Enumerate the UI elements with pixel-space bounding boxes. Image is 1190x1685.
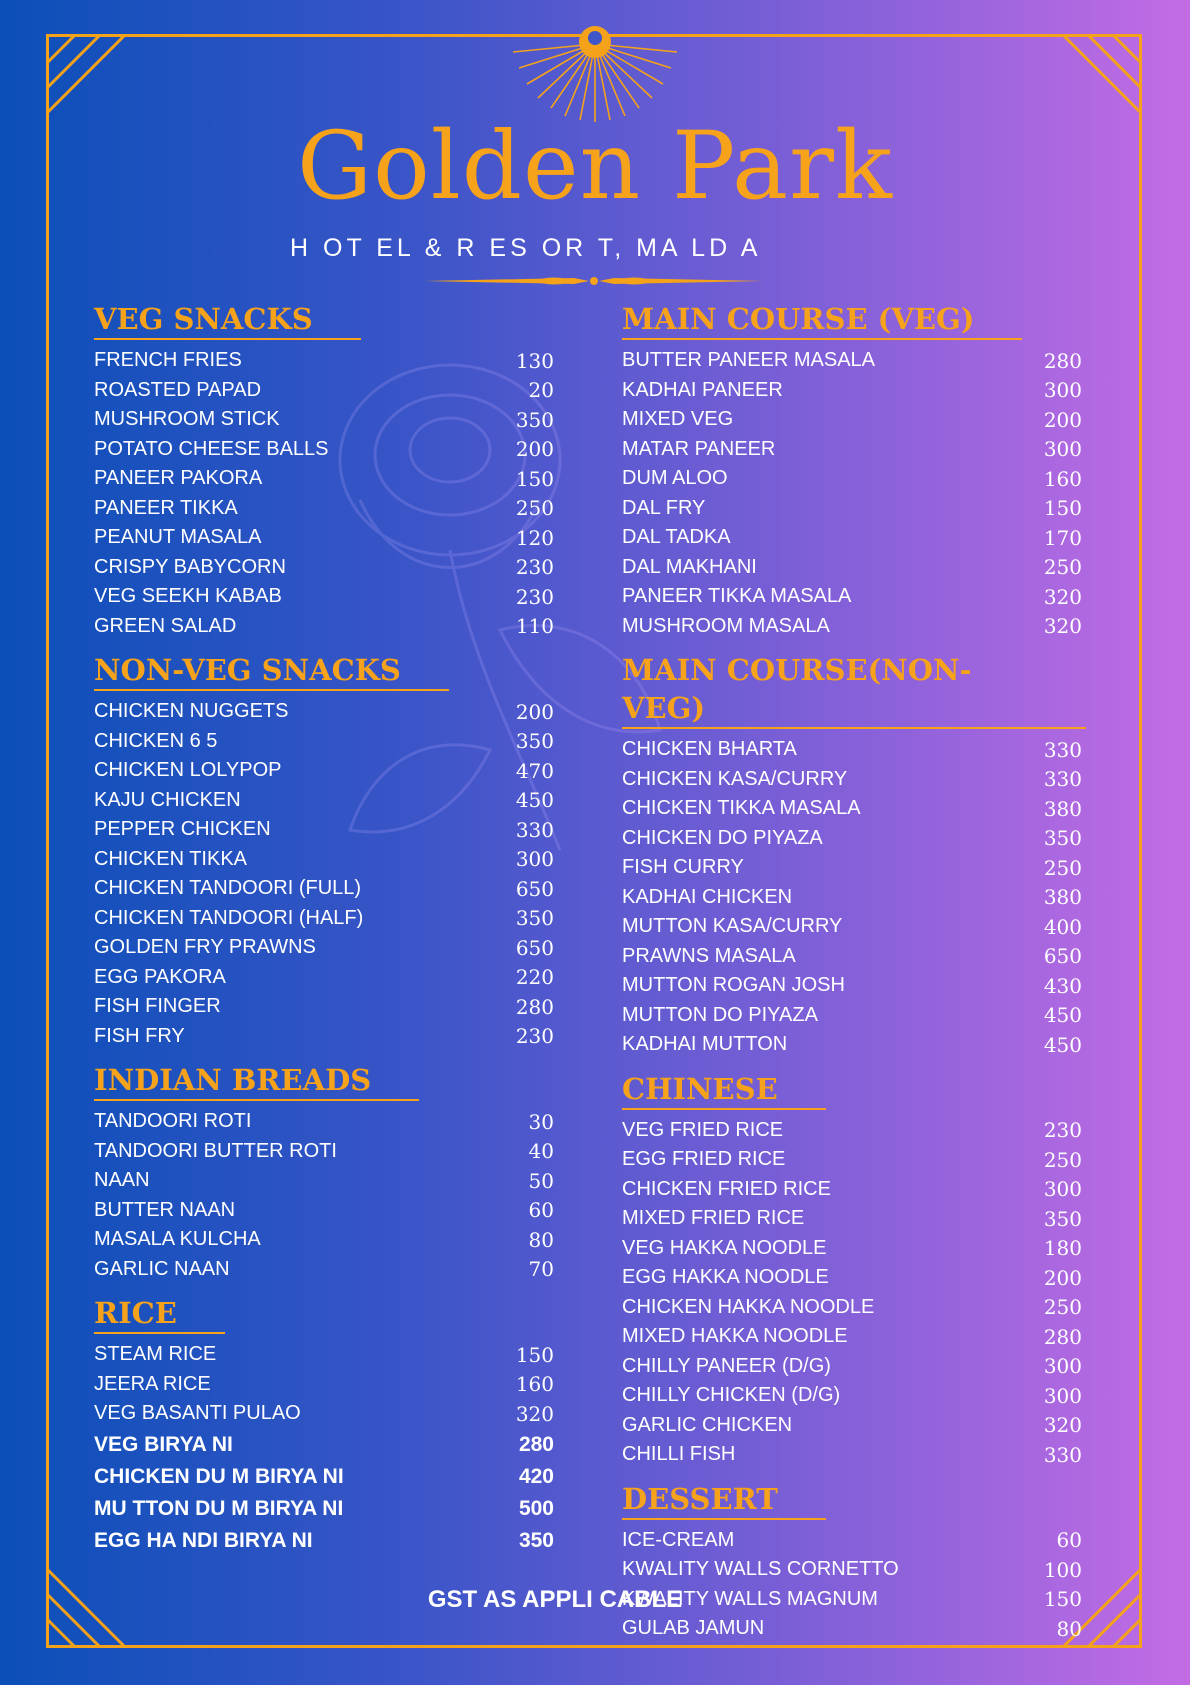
menu-item	[88, 1340, 558, 1370]
menu-item	[616, 435, 1086, 465]
menu-item	[88, 1429, 558, 1461]
menu-item-name: PANEER TIKKA	[94, 496, 238, 519]
menu-item-name: VEG BIRYA NI	[94, 1432, 233, 1456]
menu-item	[616, 1293, 1086, 1323]
menu-item	[88, 933, 558, 963]
menu-item-price: 120	[515, 525, 554, 550]
section-dessert	[616, 1480, 1086, 1644]
menu-item-price: 200	[515, 699, 554, 724]
menu-item	[616, 1352, 1086, 1382]
menu-item-price: 230	[1043, 1118, 1082, 1143]
menu-item	[88, 464, 558, 494]
menu-item-name: CHICKEN TANDOORI (FULL)	[94, 877, 362, 900]
menu-item-name: PEANUT MASALA	[94, 526, 262, 549]
hotel-title: Golden Park	[297, 112, 893, 221]
menu-item-name: MIXED FRIED RICE	[622, 1207, 805, 1230]
menu-item-price: 250	[1043, 855, 1082, 880]
menu-item-price: 30	[528, 1109, 554, 1134]
menu-item-price: 160	[515, 1372, 554, 1397]
menu-item	[88, 1255, 558, 1285]
menu-item-name: ICE-CREAM	[622, 1528, 735, 1551]
menu-item-price: 350	[515, 407, 554, 432]
menu-item	[616, 464, 1086, 494]
menu-item-price: 230	[515, 555, 554, 580]
menu-item	[88, 963, 558, 993]
menu-item-name: PANEER TIKKA MASALA	[622, 585, 852, 608]
menu-item	[616, 405, 1086, 435]
section-rice	[88, 1294, 558, 1557]
menu-item-price: 320	[1043, 584, 1082, 609]
menu-item-price: 320	[515, 1401, 554, 1426]
menu-item-name: CHICKEN FRIED RICE	[622, 1177, 831, 1200]
menu-item	[88, 612, 558, 642]
menu-item-price: 300	[515, 847, 554, 872]
menu-item	[88, 1225, 558, 1255]
menu-item-price: 60	[1056, 1528, 1082, 1553]
menu-item	[616, 494, 1086, 524]
menu-item	[616, 1001, 1086, 1031]
menu-item	[616, 376, 1086, 406]
menu-item	[88, 786, 558, 816]
menu-item	[88, 494, 558, 524]
menu-item-name: VEG FRIED RICE	[622, 1118, 784, 1141]
menu-item	[88, 1399, 558, 1429]
menu-item-name: CHICKEN LOLYPOP	[94, 759, 282, 782]
menu-item-price: 350	[1043, 1206, 1082, 1231]
menu-item-name: TANDOORI BUTTER ROTI	[94, 1139, 337, 1162]
menu-item-price: 180	[1043, 1236, 1082, 1261]
menu-item	[88, 874, 558, 904]
menu-item	[616, 912, 1086, 942]
menu-item-name: JEERA RICE	[94, 1372, 211, 1395]
menu-item	[88, 582, 558, 612]
menu-item-price: 160	[1043, 466, 1082, 491]
menu-item-name: MUSHROOM MASALA	[622, 614, 830, 637]
menu-item-name: POTATO CHEESE BALLS	[94, 437, 329, 460]
menu-item-name: DAL FRY	[622, 496, 706, 519]
menu-item-name: MIXED VEG	[622, 408, 734, 431]
corner-ornament-icon	[46, 34, 136, 124]
menu-item-name: KAJU CHICKEN	[94, 788, 241, 811]
right-column	[616, 300, 1086, 1654]
menu-item-name: CHICKEN DO PIYAZA	[622, 826, 823, 849]
menu-item-price: 220	[515, 965, 554, 990]
section-non-veg-snacks	[88, 651, 558, 1051]
section-title: DESSERT	[622, 1480, 826, 1520]
menu-item-price: 70	[528, 1257, 554, 1282]
menu-item-price: 400	[1043, 914, 1082, 939]
menu-item-name: ROASTED PAPAD	[94, 378, 262, 401]
menu-item-name: CHILLY PANEER (D/G)	[622, 1354, 831, 1377]
menu-item	[616, 794, 1086, 824]
menu-item-price: 330	[1043, 737, 1082, 762]
section-title: CHINESE	[622, 1070, 826, 1110]
menu-item	[616, 765, 1086, 795]
left-column	[88, 300, 558, 1567]
menu-item-price: 80	[528, 1227, 554, 1252]
ornament-divider-icon	[424, 272, 764, 290]
menu-item	[88, 845, 558, 875]
menu-item	[88, 1022, 558, 1052]
menu-item-price: 280	[1043, 1324, 1082, 1349]
menu-item	[88, 1166, 558, 1196]
menu-item-price: 500	[518, 1496, 554, 1520]
menu-item-price: 650	[515, 876, 554, 901]
menu-item-name: VEG HAKKA NOODLE	[622, 1236, 827, 1259]
menu-item	[88, 727, 558, 757]
menu-item-name: KADHAI MUTTON	[622, 1033, 788, 1056]
menu-item	[88, 553, 558, 583]
menu-item-price: 300	[1043, 1383, 1082, 1408]
menu-item-name: CHICKEN TIKKA MASALA	[622, 797, 861, 820]
menu-item-price: 300	[1043, 1177, 1082, 1202]
menu-item-name: GARLIC NAAN	[94, 1257, 230, 1280]
menu-item	[88, 697, 558, 727]
menu-item-name: GULAB JAMUN	[622, 1617, 765, 1640]
section-veg-snacks	[88, 300, 558, 641]
menu-item-name: CHICKEN KASA/CURRY	[622, 767, 848, 790]
menu-item	[88, 1461, 558, 1493]
menu-item-price: 200	[1043, 1265, 1082, 1290]
menu-item-name: BUTTER PANEER MASALA	[622, 349, 876, 372]
menu-item-price: 80	[1056, 1616, 1082, 1641]
menu-item-price: 150	[1043, 496, 1082, 521]
gst-note: GST AS APPLI CABLE	[427, 1586, 683, 1613]
menu-item-name: CHICKEN TANDOORI (HALF)	[94, 906, 364, 929]
menu-item	[88, 1493, 558, 1525]
menu-item	[88, 992, 558, 1022]
menu-item-price: 320	[1043, 614, 1082, 639]
menu-item-price: 450	[515, 788, 554, 813]
menu-item-price: 650	[1043, 944, 1082, 969]
menu-item-price: 430	[1043, 973, 1082, 998]
menu-item-name: DAL MAKHANI	[622, 555, 757, 578]
menu-item	[88, 376, 558, 406]
menu-item-name: CHICKEN DU M BIRYA NI	[94, 1464, 344, 1488]
section-title: VEG SNACKS	[94, 300, 361, 340]
menu-item-name: KADHAI PANEER	[622, 378, 783, 401]
menu-item	[88, 1107, 558, 1137]
section-chinese	[616, 1070, 1086, 1470]
menu-item-price: 300	[1043, 1354, 1082, 1379]
menu-item	[616, 1204, 1086, 1234]
menu-item-price: 250	[515, 496, 554, 521]
menu-item-price: 450	[1043, 1032, 1082, 1057]
menu-item	[616, 612, 1086, 642]
menu-item	[88, 405, 558, 435]
menu-item-price: 350	[1043, 826, 1082, 851]
menu-item	[616, 1175, 1086, 1205]
menu-item-price: 130	[515, 348, 554, 373]
menu-item-name: NAAN	[94, 1169, 150, 1192]
menu-item-price: 450	[1043, 1003, 1082, 1028]
menu-item-price: 320	[1043, 1413, 1082, 1438]
section-title: NON-VEG SNACKS	[94, 651, 449, 691]
menu-item-name: MASALA KULCHA	[94, 1228, 261, 1251]
section-indian-breads	[88, 1061, 558, 1284]
menu-item-name: FISH FRY	[94, 1024, 185, 1047]
section-title: MAIN COURSE(NON-VEG)	[622, 651, 1086, 729]
menu-item	[616, 883, 1086, 913]
menu-item-name: MATAR PANEER	[622, 437, 776, 460]
menu-item-name: CHILLI FISH	[622, 1443, 736, 1466]
menu-item-price: 170	[1043, 525, 1082, 550]
menu-item-name: TANDOORI ROTI	[94, 1110, 252, 1133]
menu-item-price: 200	[1043, 407, 1082, 432]
section-title: INDIAN BREADS	[94, 1061, 419, 1101]
menu-item-name: EGG HA NDI BIRYA NI	[94, 1528, 313, 1552]
menu-item	[616, 1614, 1086, 1644]
menu-item	[616, 971, 1086, 1001]
menu-item-name: GARLIC CHICKEN	[622, 1413, 793, 1436]
menu-item	[88, 1137, 558, 1167]
menu-item	[88, 1196, 558, 1226]
menu-item	[616, 1411, 1086, 1441]
menu-item	[616, 1381, 1086, 1411]
menu-item	[88, 523, 558, 553]
menu-item	[616, 1526, 1086, 1556]
menu-item-name: CHICKEN NUGGETS	[94, 700, 289, 723]
menu-item	[88, 815, 558, 845]
menu-item-name: EGG FRIED RICE	[622, 1148, 786, 1171]
menu-item-price: 110	[515, 614, 554, 639]
menu-item-name: CHICKEN BHARTA	[622, 738, 797, 761]
menu-item	[616, 523, 1086, 553]
menu-item-name: CRISPY BABYCORN	[94, 555, 286, 578]
menu-item-name: EGG PAKORA	[94, 965, 226, 988]
menu-item	[616, 346, 1086, 376]
menu-item-name: EGG HAKKA NOODLE	[622, 1266, 829, 1289]
menu-item-name: CHICKEN TIKKA	[94, 847, 247, 870]
section-title: RICE	[94, 1294, 225, 1334]
menu-item-name: PANEER PAKORA	[94, 467, 263, 490]
menu-item-price: 150	[515, 466, 554, 491]
menu-item-price: 330	[515, 817, 554, 842]
menu-item-name: DAL TADKA	[622, 526, 731, 549]
sunburst-icon	[505, 24, 685, 124]
menu-item-name: MU TTON DU M BIRYA NI	[94, 1496, 344, 1520]
menu-item-price: 300	[1043, 378, 1082, 403]
menu-item-name: MUTTON DO PIYAZA	[622, 1003, 818, 1026]
menu-item	[616, 1234, 1086, 1264]
menu-item	[616, 942, 1086, 972]
menu-item	[616, 582, 1086, 612]
menu-item-name: KWALITY WALLS CORNETTO	[622, 1558, 899, 1581]
menu-item	[616, 1263, 1086, 1293]
menu-item-price: 250	[1043, 1147, 1082, 1172]
menu-item	[88, 435, 558, 465]
hotel-subtitle: H OT EL & R ES OR T, MA LD A	[290, 234, 762, 262]
menu-item-name: FRENCH FRIES	[94, 349, 242, 372]
menu-item-price: 330	[1043, 767, 1082, 792]
menu-item	[88, 1525, 558, 1557]
menu-item	[88, 346, 558, 376]
menu-item	[616, 824, 1086, 854]
menu-item	[616, 1322, 1086, 1352]
menu-item	[616, 1116, 1086, 1146]
menu-item-price: 470	[515, 758, 554, 783]
menu-item	[616, 1555, 1086, 1585]
menu-item	[88, 1370, 558, 1400]
section-title: MAIN COURSE (VEG)	[622, 300, 1022, 340]
menu-item	[616, 1030, 1086, 1060]
menu-item-name: FISH CURRY	[622, 856, 744, 879]
menu-item-price: 60	[528, 1198, 554, 1223]
menu-item-name: FISH FINGER	[94, 995, 221, 1018]
menu-item-price: 150	[1043, 1587, 1082, 1612]
menu-item	[616, 1145, 1086, 1175]
section-main-course-non-veg	[616, 651, 1086, 1060]
menu-item-name: VEG SEEKH KABAB	[94, 585, 282, 608]
menu-item-name: KADHAI CHICKEN	[622, 885, 793, 908]
menu-item-name: CHICKEN 6 5	[94, 729, 218, 752]
menu-item-price: 300	[1043, 437, 1082, 462]
menu-item-price: 280	[518, 1432, 554, 1456]
menu-item-name: GOLDEN FRY PRAWNS	[94, 936, 316, 959]
menu-item-price: 250	[1043, 1295, 1082, 1320]
menu-item-price: 100	[1043, 1557, 1082, 1582]
menu-item-name: MUTTON ROGAN JOSH	[622, 974, 845, 997]
menu-item-name: VEG BASANTI PULAO	[94, 1402, 301, 1425]
menu-item-price: 650	[515, 935, 554, 960]
menu-item-name: GREEN SALAD	[94, 614, 237, 637]
menu-item-name: STEAM RICE	[94, 1343, 217, 1366]
menu-item	[88, 904, 558, 934]
menu-item	[616, 553, 1086, 583]
menu-item-name: KWALITY WALLS MAGNUM	[622, 1587, 878, 1610]
menu-item-name: PRAWNS MASALA	[622, 944, 796, 967]
menu-item	[616, 1440, 1086, 1470]
menu-item-name: CHILLY CHICKEN (D/G)	[622, 1384, 841, 1407]
menu-item-price: 280	[1043, 348, 1082, 373]
menu-item-price: 230	[515, 1024, 554, 1049]
menu-item-price: 20	[528, 378, 554, 403]
menu-item-price: 40	[528, 1139, 554, 1164]
menu-item-price: 250	[1043, 555, 1082, 580]
menu-item-name: BUTTER NAAN	[94, 1198, 236, 1221]
menu-item-price: 380	[1043, 885, 1082, 910]
section-main-course-veg	[616, 300, 1086, 641]
menu-item-price: 200	[515, 437, 554, 462]
menu-item-price: 350	[515, 729, 554, 754]
menu-item-price: 350	[515, 906, 554, 931]
menu-item-price: 420	[518, 1464, 554, 1488]
menu-item-price: 380	[1043, 796, 1082, 821]
menu-item-name: PEPPER CHICKEN	[94, 818, 271, 841]
corner-ornament-icon	[1052, 34, 1142, 124]
menu-item	[616, 735, 1086, 765]
menu-item-price: 280	[515, 994, 554, 1019]
menu-item-price: 50	[528, 1168, 554, 1193]
menu-item-price: 330	[1043, 1442, 1082, 1467]
menu-item-name: CHICKEN HAKKA NOODLE	[622, 1295, 875, 1318]
menu-item-name: MUTTON KASA/CURRY	[622, 915, 843, 938]
menu-item-price: 230	[515, 584, 554, 609]
menu-item-name: MIXED HAKKA NOODLE	[622, 1325, 848, 1348]
menu-item-price: 150	[515, 1342, 554, 1367]
menu-item-price: 350	[518, 1528, 554, 1552]
menu-item-name: DUM ALOO	[622, 467, 728, 490]
menu-item	[616, 853, 1086, 883]
menu-item	[88, 756, 558, 786]
menu-item-name: MUSHROOM STICK	[94, 408, 280, 431]
